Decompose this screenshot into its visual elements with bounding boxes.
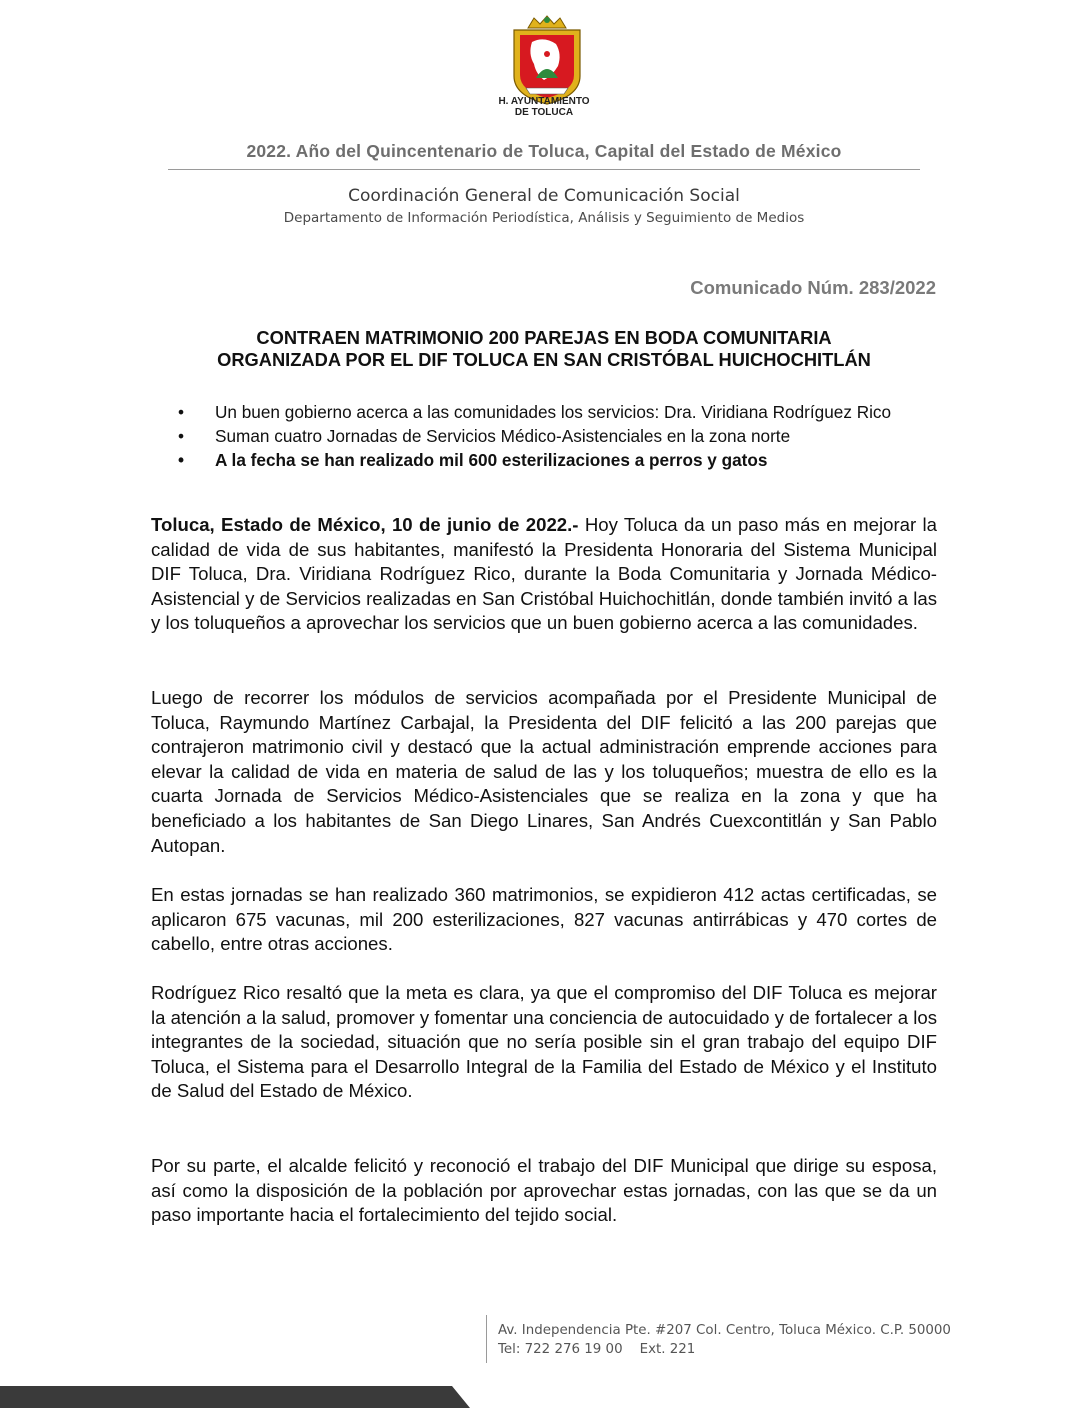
press-release-number: Comunicado Núm. 283/2022	[690, 277, 936, 298]
paragraph-1-text: Hoy Toluca da un paso más en mejorar la calidad de vida de sus habitantes, manifestó la Presidenta Honoraria del Sistema Municipal DIF Toluca, Dra. Viridiana Rodríguez Rico, durante la Boda Comunitaria y Jornada Médico-Asistencial y de Servicios realizadas en San Cristóbal Huichochitlán, donde también invitó a las y los toluqueños a aprovechar los servicios que un buen gobierno acerca a las comunidades.	[151, 514, 937, 634]
headline	[150, 327, 938, 371]
bullet-icon: •	[178, 426, 185, 446]
logo-caption	[470, 96, 618, 118]
bullet-icon: •	[178, 402, 185, 422]
footer-contact	[498, 1321, 951, 1359]
bullet-item	[178, 425, 898, 447]
logo-caption-line2: DE TOLUCA	[514, 107, 574, 118]
headline-line-2: ORGANIZADA POR EL DIF TOLUCA EN SAN CRISTÓBAL HUICHOCHITLÁN	[217, 349, 871, 370]
footer-phone: Tel: 722 276 19 00 Ext. 221	[498, 1342, 696, 1357]
coordination-title: Coordinación General de Comunicación Social	[348, 186, 740, 206]
footer-address: Av. Independencia Pte. #207 Col. Centro, Toluca México. C.P. 50000	[498, 1323, 951, 1338]
bullet-text: Un buen gobierno acerca a las comunidades los servicios: Dra. Viridiana Rodríguez Rico	[215, 402, 892, 422]
paragraph-5: Por su parte, el alcalde felicitó y reconoció el trabajo del DIF Municipal que dirige su esposa, así como la disposición de la población por aprovechar estas jornadas, con las que se da un paso importante hacia el fortalecimiento del tejido social.	[151, 1155, 937, 1226]
footer-divider	[486, 1315, 487, 1363]
paragraph-2: Luego de recorrer los módulos de servicios acompañada por el Presidente Municipal de Toluca, Raymundo Martínez Carbajal, la Presidenta del DIF felicitó a las 200 parejas que contrajeron matrimonio civil y destacó que la actual administración emprende acciones para elevar la calidad de vida en materia de salud de las y los toluqueños; muestra de ello es la cuarta Jornada de Servicios Médico-Asistenciales que se realiza en la zona y que ha beneficiado a los habitantes de San Diego Linares, San Andrés Cuexcontitlán y San Pablo Autopan.	[151, 687, 937, 856]
bottom-decorative-strip	[0, 1386, 470, 1408]
bullet-text: Suman cuatro Jornadas de Servicios Médico-Asistenciales en la zona norte	[215, 426, 791, 446]
department-subtitle: Departamento de Información Periodística, Análisis y Seguimiento de Medios	[283, 210, 805, 226]
bullet-icon: •	[178, 450, 185, 470]
paragraph-3: En estas jornadas se han realizado 360 matrimonios, se expidieron 412 actas certificadas, se aplicaron 675 vacunas, mil 200 esterilizaciones, 827 vacunas antirrábicas y 470 cortes de cabello, entre otras acciones.	[151, 884, 937, 955]
header-divider	[168, 169, 920, 170]
summary-bullets	[178, 401, 898, 473]
headline-line-1: CONTRAEN MATRIMONIO 200 PAREJAS EN BODA COMUNITARIA	[256, 327, 832, 348]
bullet-item	[178, 449, 898, 471]
dateline: Toluca, Estado de México, 10 de junio de 2022.-	[151, 514, 579, 535]
bullet-text: A la fecha se han realizado mil 600 esterilizaciones a perros y gatos	[215, 450, 768, 470]
paragraph-4: Rodríguez Rico resaltó que la meta es clara, ya que el compromiso del DIF Toluca es mejorar la atención a la salud, promover y fomentar una conciencia de autocuidado y de fortalecer a los integrantes de la sociedad, situación que no sería posible sin el gran trabajo del equipo DIF Toluca, el Sistema para el Desarrollo Integral de la Familia del Estado de México y el Instituto de Salud del Estado de México.	[151, 982, 937, 1102]
logo-caption-line1: H. AYUNTAMIENTO	[498, 96, 590, 107]
bullet-item	[178, 401, 898, 423]
year-motto: 2022. Año del Quincentenario de Toluca, Capital del Estado de México	[246, 141, 842, 161]
paragraph-1	[151, 513, 937, 636]
